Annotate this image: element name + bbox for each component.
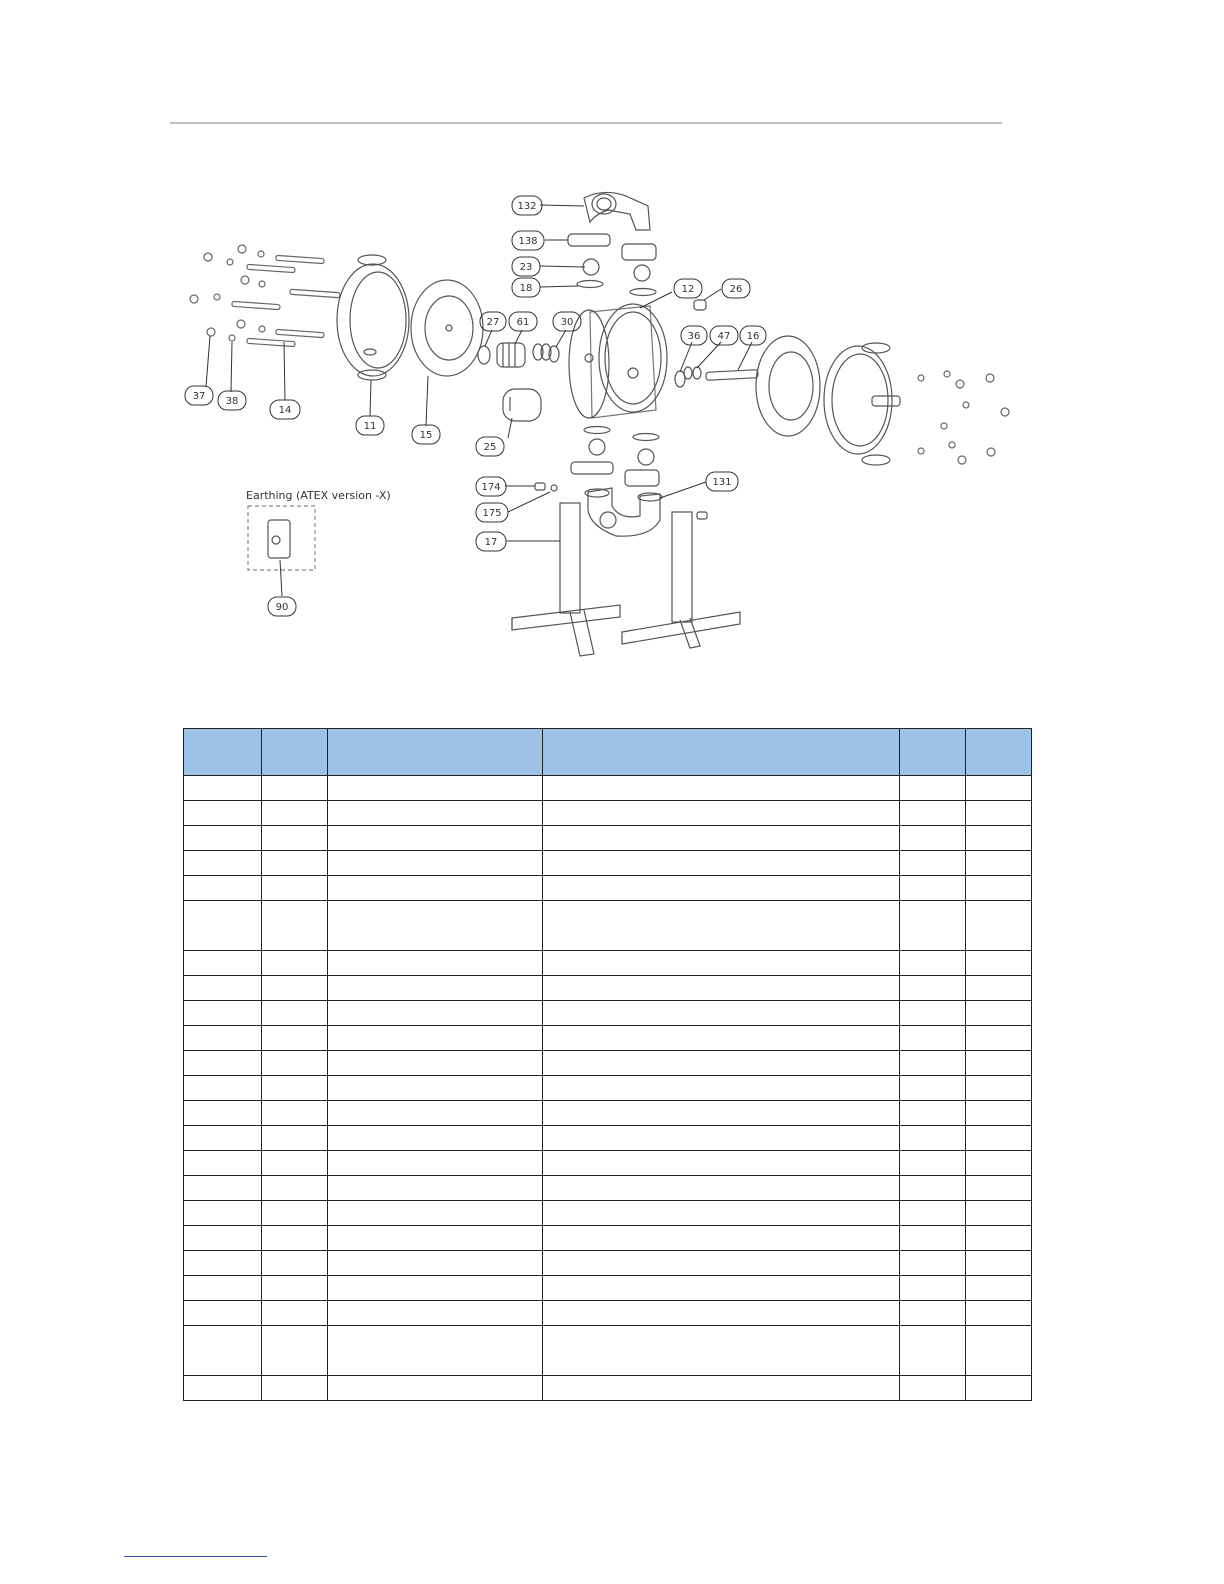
parts-table-body — [184, 776, 1032, 1401]
table-cell — [184, 1076, 262, 1101]
table-cell — [262, 1276, 328, 1301]
table-cell — [328, 1201, 543, 1226]
nuts-left — [190, 245, 265, 341]
table-cell — [328, 1276, 543, 1301]
table-cell — [543, 1276, 899, 1301]
table-cell — [543, 801, 899, 826]
table-row — [184, 901, 1032, 951]
table-row — [184, 976, 1032, 1001]
table-cell — [899, 976, 965, 1001]
footer-link-underline — [124, 1556, 267, 1557]
table-cell — [262, 801, 328, 826]
table-cell — [899, 826, 965, 851]
table-cell — [184, 1226, 262, 1251]
callout-14: 14 — [278, 405, 292, 416]
callout-16: 16 — [746, 331, 760, 342]
table-cell — [328, 1051, 543, 1076]
table-cell — [899, 1001, 965, 1026]
table-row — [184, 801, 1032, 826]
top-manifold — [568, 192, 656, 295]
table-cell — [262, 1151, 328, 1176]
table-cell — [184, 1201, 262, 1226]
table-cell — [543, 951, 899, 976]
header-cell — [543, 729, 899, 776]
callout-36: 36 — [687, 331, 701, 342]
table-cell — [965, 1301, 1031, 1326]
callout-38: 38 — [225, 396, 239, 407]
exploded-view-drawing — [0, 0, 1224, 700]
table-row — [184, 851, 1032, 876]
table-cell — [899, 1301, 965, 1326]
table-cell — [543, 851, 899, 876]
callout-132: 132 — [517, 201, 537, 212]
table-cell — [965, 876, 1031, 901]
table-cell — [965, 1026, 1031, 1051]
table-cell — [328, 801, 543, 826]
table-cell — [328, 1001, 543, 1026]
header-cell — [899, 729, 965, 776]
header-cell — [262, 729, 328, 776]
table-cell — [262, 826, 328, 851]
table-cell — [328, 901, 543, 951]
table-cell — [899, 1051, 965, 1076]
table-cell — [965, 1151, 1031, 1176]
table-cell — [899, 1151, 965, 1176]
table-cell — [184, 1251, 262, 1276]
table-cell — [328, 1326, 543, 1376]
table-cell — [262, 1376, 328, 1401]
table-cell — [184, 1026, 262, 1051]
right-chamber-cover — [824, 343, 900, 465]
tie-rods — [232, 255, 340, 346]
table-cell — [328, 826, 543, 851]
table-cell — [965, 1376, 1031, 1401]
table-cell — [965, 1126, 1031, 1151]
table-cell — [899, 1026, 965, 1051]
callout-15: 15 — [419, 430, 433, 441]
table-row — [184, 1176, 1032, 1201]
table-cell — [328, 1226, 543, 1251]
table-cell — [899, 1126, 965, 1151]
table-cell — [184, 1301, 262, 1326]
table-cell — [965, 976, 1031, 1001]
table-cell — [899, 1176, 965, 1201]
table-row — [184, 1126, 1032, 1151]
table-cell — [965, 1276, 1031, 1301]
callout-12: 12 — [681, 284, 695, 295]
table-cell — [543, 826, 899, 851]
table-cell — [262, 1126, 328, 1151]
table-cell — [262, 1176, 328, 1201]
table-cell — [262, 1101, 328, 1126]
table-row — [184, 1001, 1032, 1026]
table-cell — [328, 951, 543, 976]
diaphragm-left — [411, 280, 483, 376]
table-cell — [328, 1076, 543, 1101]
callout-90: 90 — [275, 602, 289, 613]
table-cell — [543, 1126, 899, 1151]
table-cell — [184, 776, 262, 801]
table-row — [184, 1151, 1032, 1176]
table-row — [184, 1276, 1032, 1301]
table-cell — [899, 1226, 965, 1251]
table-cell — [184, 901, 262, 951]
table-cell — [899, 1376, 965, 1401]
table-cell — [543, 1051, 899, 1076]
table-cell — [543, 1376, 899, 1401]
callout-174: 174 — [481, 482, 501, 493]
table-cell — [543, 1251, 899, 1276]
table-cell — [965, 826, 1031, 851]
table-cell — [965, 1251, 1031, 1276]
table-cell — [899, 876, 965, 901]
small-parts-center — [478, 343, 559, 421]
table-cell — [328, 1101, 543, 1126]
table-cell — [184, 1101, 262, 1126]
header-cell — [184, 729, 262, 776]
table-row — [184, 876, 1032, 901]
table-cell — [184, 1126, 262, 1151]
table-cell — [965, 1201, 1031, 1226]
callout-26: 26 — [729, 284, 743, 295]
callout-27: 27 — [486, 317, 500, 328]
table-row — [184, 951, 1032, 976]
table-cell — [262, 1201, 328, 1226]
callout-131: 131 — [712, 477, 732, 488]
table-row — [184, 1251, 1032, 1276]
table-cell — [328, 1026, 543, 1051]
table-cell — [543, 976, 899, 1001]
table-cell — [543, 1201, 899, 1226]
header-cell — [328, 729, 543, 776]
table-cell — [328, 1251, 543, 1276]
table-cell — [184, 976, 262, 1001]
table-cell — [328, 976, 543, 1001]
table-cell — [262, 1001, 328, 1026]
table-cell — [899, 1076, 965, 1101]
table-cell — [965, 901, 1031, 951]
table-row — [184, 1051, 1032, 1076]
table-cell — [184, 1276, 262, 1301]
table-cell — [184, 1326, 262, 1376]
table-cell — [543, 1151, 899, 1176]
table-cell — [262, 851, 328, 876]
table-cell — [184, 801, 262, 826]
table-row — [184, 1226, 1032, 1251]
table-cell — [184, 826, 262, 851]
table-cell — [899, 951, 965, 976]
table-cell — [328, 876, 543, 901]
callout-labels — [193, 201, 760, 613]
table-cell — [184, 1151, 262, 1176]
callout-17: 17 — [484, 537, 498, 548]
parts-table — [183, 728, 1032, 1401]
earthing-box — [248, 506, 315, 570]
table-row — [184, 1326, 1032, 1376]
table-cell — [328, 776, 543, 801]
table-cell — [899, 1326, 965, 1376]
table-cell — [899, 901, 965, 951]
table-cell — [184, 851, 262, 876]
table-cell — [543, 901, 899, 951]
callout-47: 47 — [717, 331, 731, 342]
table-cell — [543, 776, 899, 801]
table-cell — [543, 1176, 899, 1201]
table-cell — [262, 1051, 328, 1076]
table-cell — [965, 776, 1031, 801]
table-cell — [899, 1201, 965, 1226]
table-cell — [965, 951, 1031, 976]
shaft-and-rings — [675, 300, 758, 387]
table-cell — [965, 801, 1031, 826]
table-cell — [899, 851, 965, 876]
diaphragm-right — [756, 336, 820, 436]
table-row — [184, 1076, 1032, 1101]
center-housing — [569, 304, 667, 418]
table-cell — [965, 1176, 1031, 1201]
table-cell — [543, 1076, 899, 1101]
table-cell — [262, 901, 328, 951]
table-row — [184, 776, 1032, 801]
table-cell — [328, 1301, 543, 1326]
table-cell — [184, 1376, 262, 1401]
table-cell — [328, 1176, 543, 1201]
table-cell — [965, 1076, 1031, 1101]
callout-175: 175 — [482, 508, 502, 519]
callout-23: 23 — [519, 262, 533, 273]
callout-61: 61 — [516, 317, 530, 328]
table-row — [184, 1026, 1032, 1051]
callout-11: 11 — [363, 421, 377, 432]
table-cell — [965, 1326, 1031, 1376]
table-cell — [328, 1376, 543, 1401]
table-cell — [899, 776, 965, 801]
table-cell — [328, 1151, 543, 1176]
table-cell — [543, 876, 899, 901]
left-chamber-cover — [337, 255, 409, 380]
callout-30: 30 — [560, 317, 574, 328]
table-cell — [899, 801, 965, 826]
table-cell — [328, 1126, 543, 1151]
table-cell — [328, 851, 543, 876]
table-cell — [262, 1026, 328, 1051]
callout-25: 25 — [483, 442, 497, 453]
bottom-manifold — [571, 427, 662, 537]
table-cell — [184, 876, 262, 901]
table-cell — [262, 1226, 328, 1251]
table-cell — [184, 951, 262, 976]
table-cell — [965, 1226, 1031, 1251]
table-cell — [543, 1301, 899, 1326]
table-cell — [965, 1001, 1031, 1026]
header-cell — [965, 729, 1031, 776]
table-cell — [184, 1001, 262, 1026]
callout-37: 37 — [192, 391, 206, 402]
table-cell — [262, 776, 328, 801]
table-cell — [262, 1251, 328, 1276]
table-cell — [543, 1001, 899, 1026]
earthing-caption: Earthing (ATEX version -X) — [246, 489, 391, 502]
table-cell — [262, 876, 328, 901]
table-cell — [543, 1226, 899, 1251]
table-cell — [543, 1101, 899, 1126]
callout-138: 138 — [518, 236, 538, 247]
table-cell — [262, 1326, 328, 1376]
table-cell — [262, 951, 328, 976]
table-row — [184, 826, 1032, 851]
table-header-row — [184, 729, 1032, 776]
nuts-right — [918, 371, 1009, 464]
table-cell — [543, 1326, 899, 1376]
pump-stand — [512, 483, 740, 656]
table-cell — [262, 1076, 328, 1101]
table-row — [184, 1201, 1032, 1226]
callout-18: 18 — [519, 283, 533, 294]
table-cell — [899, 1101, 965, 1126]
table-cell — [965, 851, 1031, 876]
table-cell — [184, 1051, 262, 1076]
table-cell — [184, 1176, 262, 1201]
table-cell — [965, 1051, 1031, 1076]
table-cell — [965, 1101, 1031, 1126]
table-row — [184, 1376, 1032, 1401]
table-cell — [899, 1251, 965, 1276]
callout-balloons — [185, 196, 766, 616]
table-cell — [262, 976, 328, 1001]
table-row — [184, 1101, 1032, 1126]
table-cell — [543, 1026, 899, 1051]
table-cell — [899, 1276, 965, 1301]
table-row — [184, 1301, 1032, 1326]
table-cell — [262, 1301, 328, 1326]
